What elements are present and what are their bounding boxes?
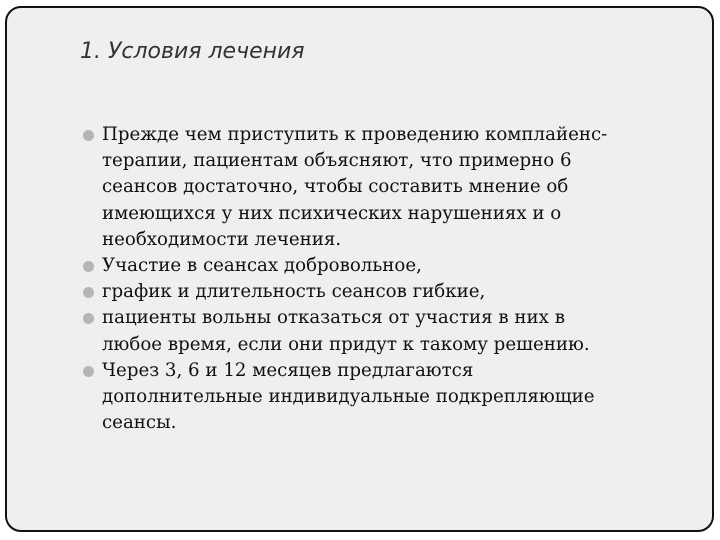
bullet-dot-icon xyxy=(83,130,94,141)
bullet-5-line-1: Через 3, 6 и 12 месяцев предлагаются xyxy=(102,359,474,381)
bullet-1-line-1: Прежде чем приступить к проведению комплайенс- xyxy=(102,124,608,145)
bullet-item-4 xyxy=(83,305,703,357)
bullet-dot-icon xyxy=(83,261,94,272)
bullet-5-line-2: дополнительные индивидуальные подкрепляющие xyxy=(102,386,595,408)
bullet-item-3 xyxy=(83,279,703,305)
bullet-dot-icon xyxy=(83,366,94,377)
slide-frame xyxy=(5,6,714,532)
bullet-item-2 xyxy=(83,253,703,279)
bullet-5-line-3: сеансы. xyxy=(102,412,177,434)
bullet-4-line-2: любое время, если они придут к такому решению. xyxy=(102,333,590,355)
bullet-1-line-3: сеансов достаточно, чтобы составить мнение об xyxy=(102,176,569,198)
bullet-item-1 xyxy=(83,122,703,253)
slide-title: 1. Условия лечения xyxy=(80,39,305,64)
bullet-1-line-5: необходимости лечения. xyxy=(102,228,342,250)
bullet-dot-icon xyxy=(83,287,94,298)
bullet-dot-icon xyxy=(83,313,94,324)
bullet-4-line-1: пациенты вольны отказаться от участия в них в xyxy=(102,307,565,329)
bullet-1-line-4: имеющихся у них психических нарушениях и о xyxy=(102,202,562,224)
bullet-list xyxy=(83,122,703,436)
bullet-3-line-1: график и длительность сеансов гибкие, xyxy=(102,281,486,303)
bullet-1-line-2: терапии, пациентам объясняют, что примерно 6 xyxy=(102,150,572,172)
bullet-2-line-1: Участие в сеансах добровольное, xyxy=(102,255,422,277)
bullet-item-5 xyxy=(83,358,703,437)
